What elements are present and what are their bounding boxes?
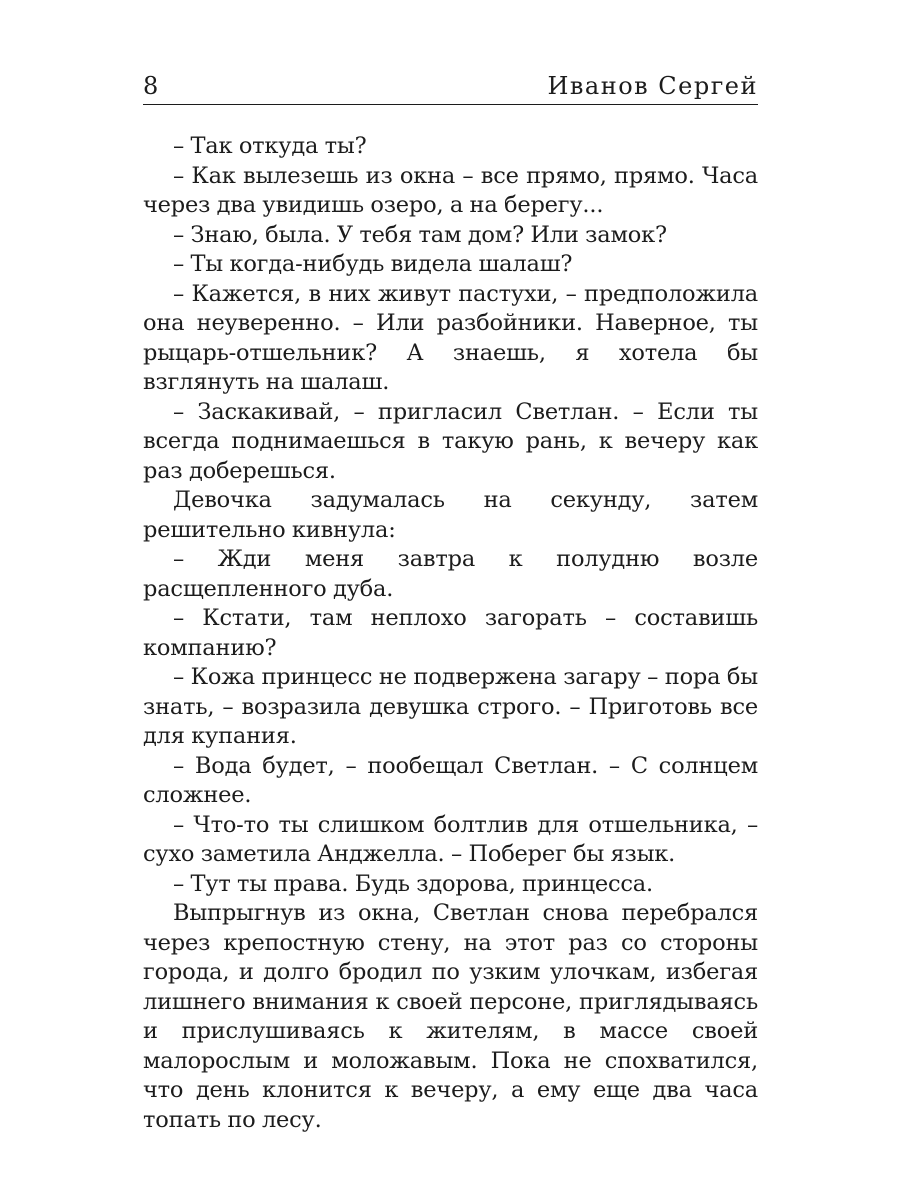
- paragraph: – Как вылезешь из окна – все прямо, прямо. Часа через два увидишь озеро, а на берегу...: [143, 162, 758, 218]
- paragraph: – Жди меня завтра к полудню возле расщепленного дуба.: [143, 546, 758, 602]
- page-header: [143, 68, 758, 105]
- paragraph: – Что-то ты слишком болтлив для отшельника, – сухо заметила Анджелла. – Поберег бы язык.: [143, 811, 758, 867]
- paragraph: – Кстати, там неплохо загорать – составишь компанию?: [143, 605, 758, 661]
- paragraph: Девочка задумалась на секунду, затем решительно кивнула:: [143, 487, 758, 543]
- paragraph: – Вода будет, – пообещал Светлан. – С солнцем сложнее.: [143, 752, 758, 808]
- paragraph: – Знаю, была. У тебя там дом? Или замок?: [173, 221, 667, 248]
- running-title: Иванов Сергей: [547, 72, 758, 100]
- paragraph: Выпрыгнув из окна, Светлан снова перебрался через крепостную стену, на этот раз со стороны города, и долго бродил по узким улочкам, избегая лишнего внимания к своей персоне, приглядываясь и прислушиваясь к жителям, в массе своей малорослым и моложавым. Пока не спохватился, что день клонится к вечеру, а ему еще два часа топать по лесу.: [143, 900, 758, 1133]
- body-text: [143, 132, 758, 1135]
- paragraph: – Кожа принцесс не подвержена загару – пора бы знать, – возразила девушка строго. – Приготовь все для купания.: [143, 664, 758, 749]
- page-number: 8: [143, 72, 159, 100]
- paragraph: – Так откуда ты?: [173, 133, 367, 159]
- paragraph: – Ты когда-нибудь видела шалаш?: [173, 251, 573, 277]
- paragraph: – Заскакивай, – пригласил Светлан. – Если ты всегда поднимаешься в такую рань, к вечеру как раз доберешься.: [143, 398, 758, 484]
- paragraph: – Тут ты права. Будь здорова, принцесса.: [173, 870, 653, 897]
- paragraph: – Кажется, в них живут пастухи, – предположила она неуверенно. – Или разбойники. Наверное, ты рыцарь-отшельник? А знаешь, я хотела бы взглянуть на шалаш.: [143, 280, 758, 395]
